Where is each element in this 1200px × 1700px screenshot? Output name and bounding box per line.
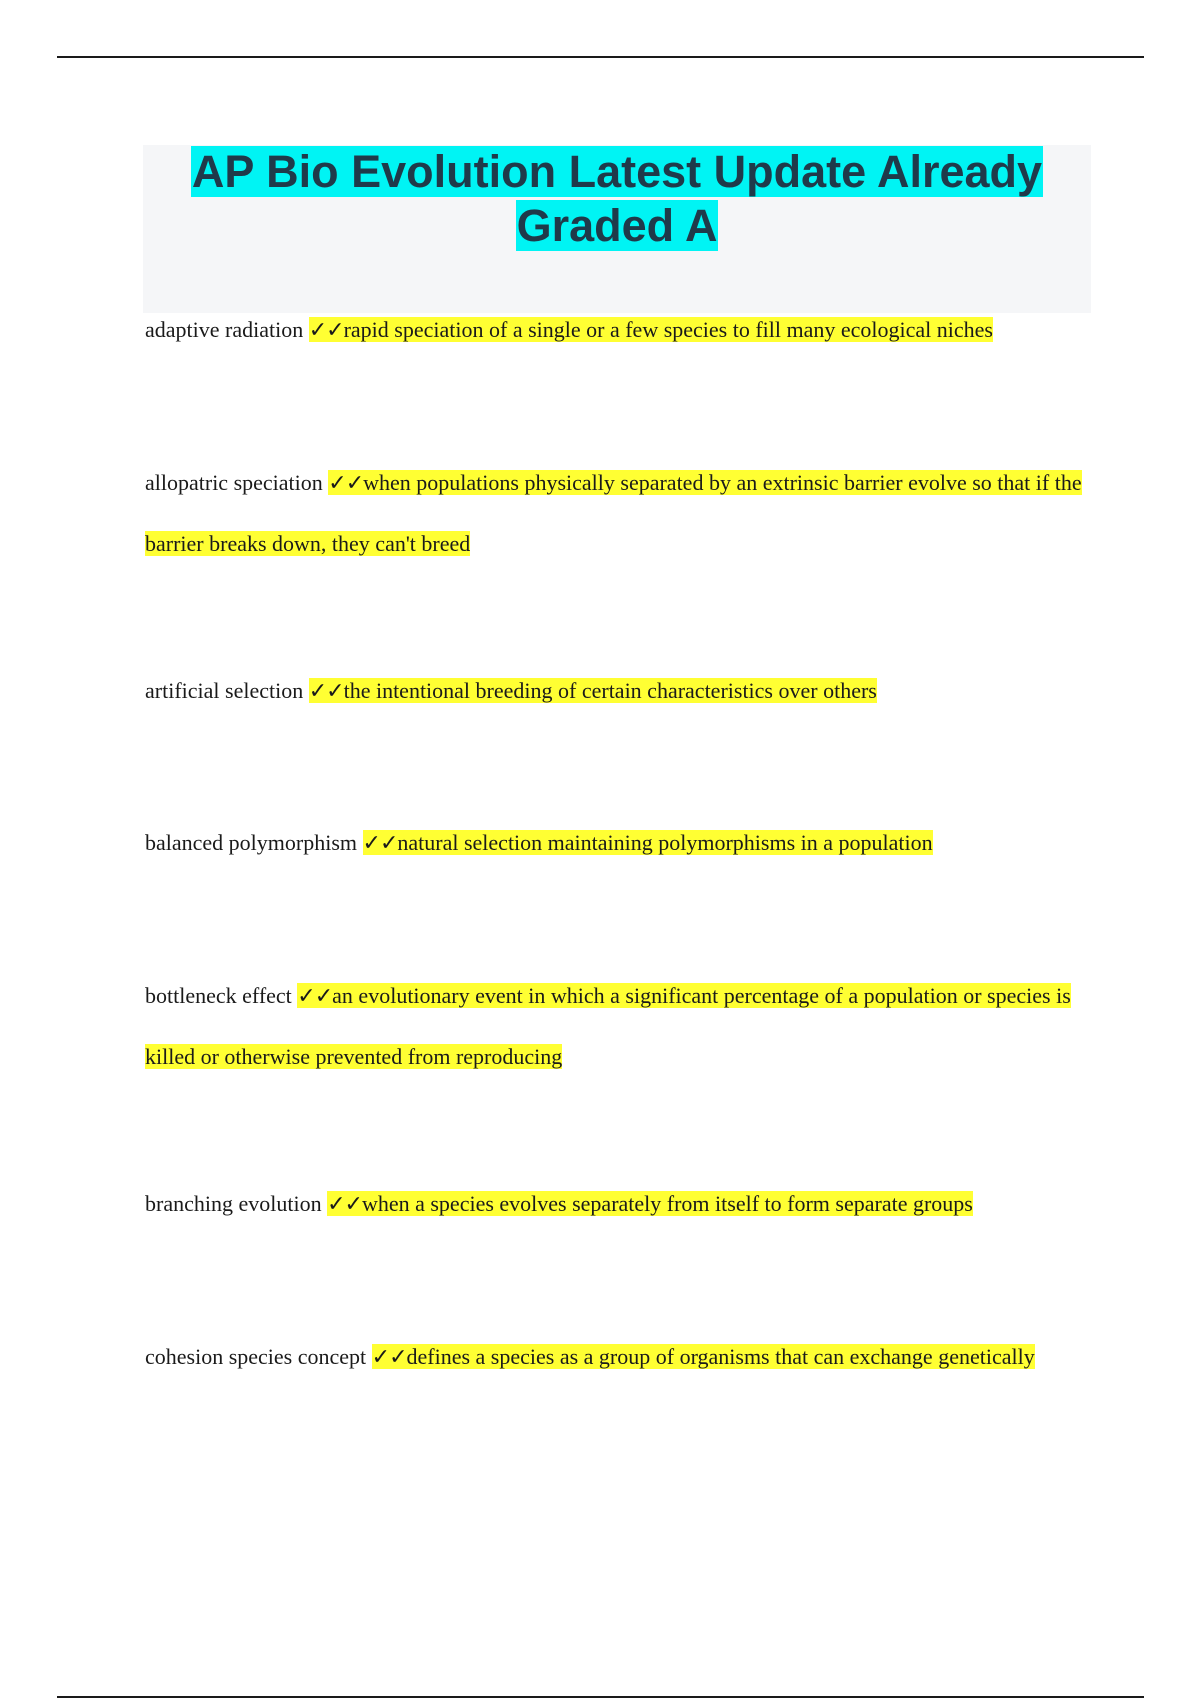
list-item [145, 1174, 1085, 1235]
term: branching evolution [145, 1191, 322, 1216]
definition-text: the intentional breeding of certain characteristics over others [343, 678, 877, 703]
check-marks-icon: ✓✓ [362, 831, 398, 856]
definition [372, 1344, 1035, 1369]
term: allopatric speciation [145, 470, 323, 495]
definition-text: natural selection maintaining polymorphisms in a population [397, 830, 933, 855]
list-item [145, 966, 1085, 1087]
document-title [143, 145, 1091, 253]
list-item [145, 661, 1085, 722]
check-marks-icon: ✓✓ [308, 318, 344, 343]
term: artificial selection [145, 678, 304, 703]
term: bottleneck effect [145, 983, 292, 1008]
definition [363, 830, 933, 855]
definition-text: when populations physically separated by an extrinsic barrier evolve so that if the barrier breaks down, they can't breed [145, 470, 1082, 556]
list-item [145, 813, 1085, 874]
term: adaptive radiation [145, 317, 304, 342]
check-marks-icon: ✓✓ [308, 679, 344, 704]
check-marks-icon: ✓✓ [328, 471, 364, 496]
check-marks-icon: ✓✓ [327, 1192, 362, 1217]
definition-text: when a species evolves separately from itself to form separate groups [361, 1191, 973, 1216]
definition-text: rapid speciation of a single or a few species to fill many ecological niches [343, 317, 993, 342]
check-marks-icon: ✓✓ [297, 984, 333, 1009]
list-item [145, 1327, 1085, 1388]
term: balanced polymorphism [145, 830, 358, 855]
definition [327, 1191, 973, 1216]
bottom-rule [57, 1696, 1144, 1698]
definition-text: defines a species as a group of organisms that can exchange genetically [406, 1344, 1035, 1369]
list-item [145, 453, 1085, 574]
title-block [143, 145, 1091, 313]
title-line-1: AP Bio Evolution Latest Update Already [191, 146, 1043, 197]
term: cohesion species concept [145, 1344, 367, 1369]
top-rule [57, 56, 1144, 58]
list-item [145, 300, 1085, 361]
definition [309, 317, 993, 342]
title-line-2: Graded A [516, 200, 718, 251]
definition [309, 678, 877, 703]
check-marks-icon: ✓✓ [371, 1345, 407, 1370]
definition-text: an evolutionary event in which a significant percentage of a population or species is killed or otherwise prevented from reproducing [145, 983, 1071, 1069]
